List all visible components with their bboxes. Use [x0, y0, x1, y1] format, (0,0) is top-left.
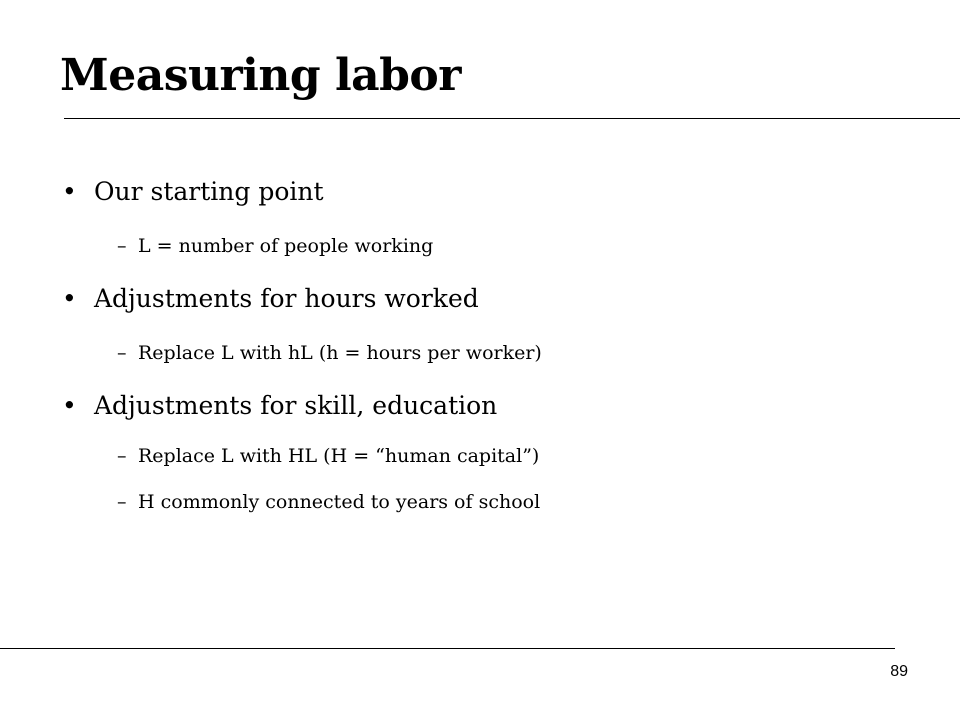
bullet-text: Adjustments for skill, education	[94, 391, 498, 420]
bullet-marker: •	[62, 391, 77, 420]
bullet-marker: •	[62, 284, 77, 313]
sub-bullet-text: L = number of people working	[138, 235, 434, 257]
title-divider	[64, 118, 960, 119]
sub-bullet-text: Replace L with hL (h = hours per worker)	[138, 342, 542, 364]
bullet-item-starting-point	[62, 177, 324, 207]
bullet-text: Adjustments for hours worked	[94, 284, 479, 313]
slide-title: Measuring labor	[60, 50, 461, 101]
page-number: 89	[890, 663, 908, 680]
sub-bullet-item	[117, 341, 542, 365]
sub-bullet-marker: –	[117, 342, 127, 364]
sub-bullet-marker: –	[117, 445, 127, 467]
footer-divider	[0, 648, 895, 649]
bullet-item-hours-worked	[62, 284, 479, 314]
sub-bullet-item	[117, 490, 540, 514]
bullet-marker: •	[62, 177, 77, 206]
sub-bullet-text: Replace L with HL (H = “human capital”)	[138, 445, 540, 467]
sub-bullet-marker: –	[117, 491, 127, 513]
bullet-item-skill-education	[62, 391, 497, 421]
sub-bullet-item	[117, 234, 433, 258]
sub-bullet-text: H commonly connected to years of school	[138, 491, 541, 513]
bullet-text: Our starting point	[94, 177, 324, 206]
sub-bullet-marker: –	[117, 235, 127, 257]
sub-bullet-item	[117, 444, 539, 468]
